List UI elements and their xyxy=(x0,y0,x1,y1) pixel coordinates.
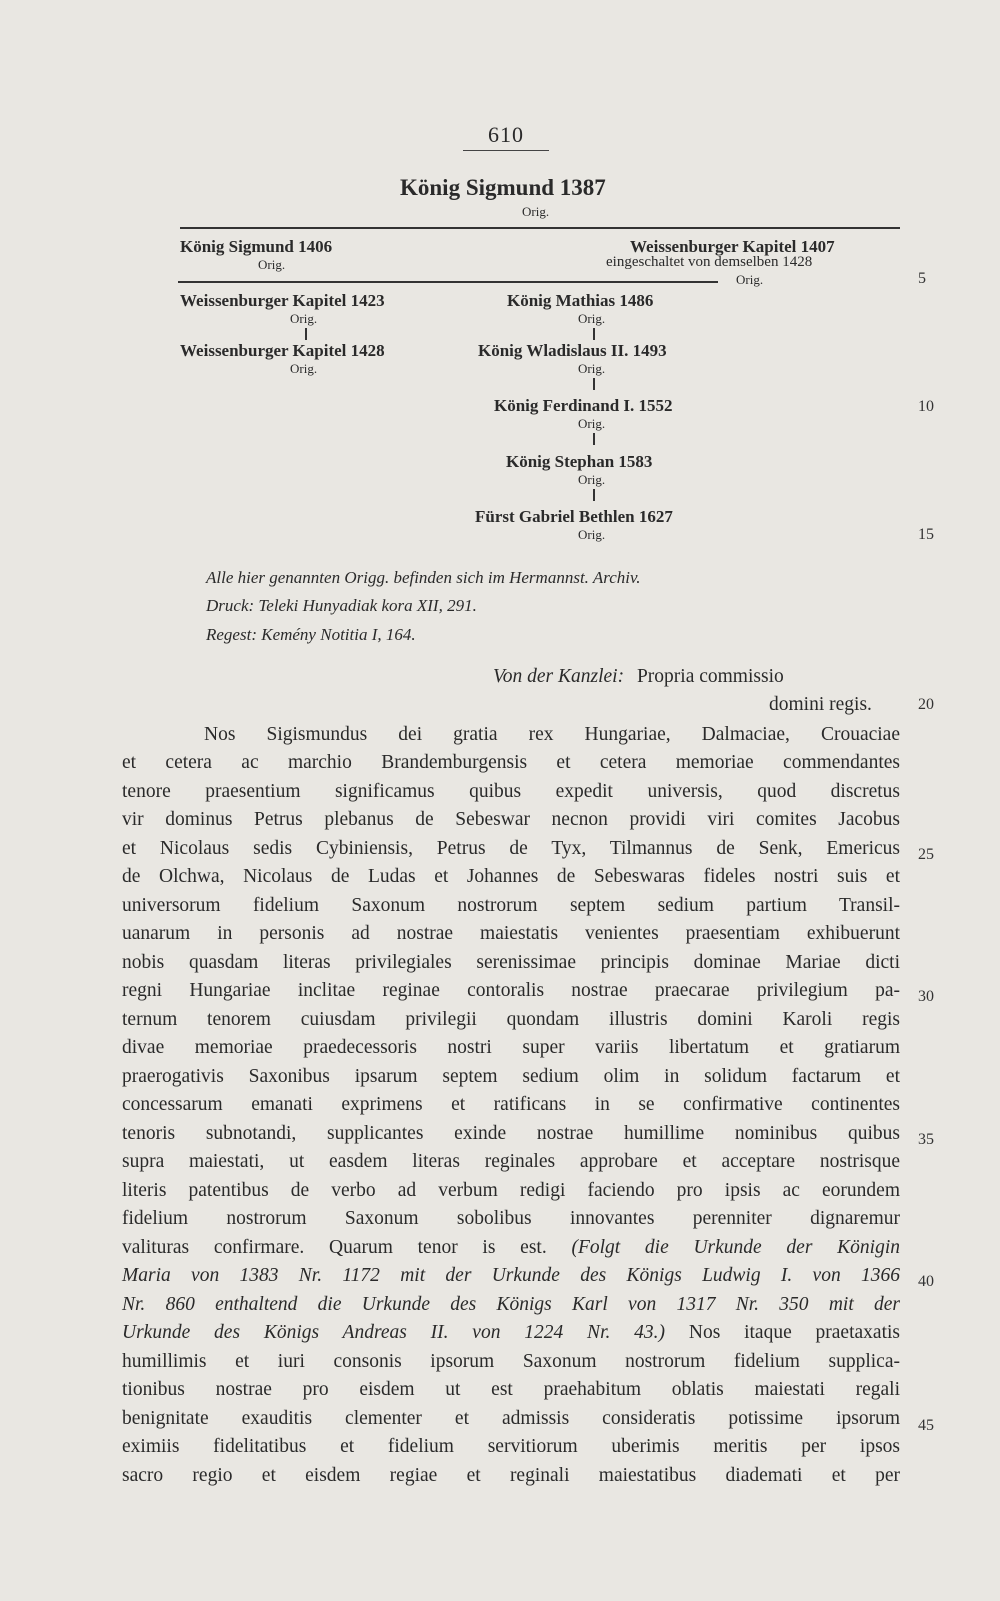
right-top-title: Weissenburger Kapitel 1407 xyxy=(630,237,835,256)
regest-note: Regest: Kemény Notitia I, 164. xyxy=(206,625,416,644)
text-line: et Nicolaus sedis Cybiniensis, Petrus de Tyx, Tilmannus de Senk, Emericus xyxy=(122,838,900,859)
left-connector xyxy=(305,328,307,340)
text-line: universorum fidelium Saxonum nostrorum septem sedium partium Transil- xyxy=(122,895,900,916)
text-line: supra maiestati, ut easdem literas reginales approbare et acceptare nostrisque xyxy=(122,1151,900,1172)
left-top-note: Orig. xyxy=(258,257,286,272)
text-line: Nos Sigismundus dei gratia rex Hungariae, Dalmaciae, Crouaciae xyxy=(204,724,900,745)
root-branch-rule xyxy=(180,227,900,229)
text-roman: Nos itaque praetaxatis xyxy=(688,1322,900,1343)
page-number: 610 xyxy=(488,122,524,147)
archive-note: Alle hier genannten Origg. befinden sich im Hermannst. Archiv. xyxy=(206,568,641,587)
chain-4-note: Orig. xyxy=(578,527,606,542)
chain-4-title: Fürst Gabriel Bethlen 1627 xyxy=(475,507,673,526)
line-number: 25 xyxy=(918,846,934,863)
chain-2-title: König Ferdinand I. 1552 xyxy=(494,396,673,415)
text-line-italic: Nr. 860 enthaltend die Urkunde des Königs Karl von 1317 Nr. 350 mit der xyxy=(122,1294,900,1315)
text-line: humillimis et iuri consonis ipsorum Saxonum nostrorum fidelium supplica- xyxy=(122,1351,900,1372)
text-line-italic: Maria von 1383 Nr. 1172 mit der Urkunde des Königs Ludwig I. von 1366 xyxy=(122,1265,900,1286)
line-number: 35 xyxy=(918,1131,934,1148)
text-line: divae memoriae praedecessoris nostri super variis libertatum et gratiarum xyxy=(122,1037,900,1058)
left-2-title: Weissenburger Kapitel 1428 xyxy=(180,341,385,360)
text-line: de Olchwa, Nicolaus de Ludas et Johannes de Sebeswaras fideles nostri suis et xyxy=(122,866,900,887)
chain-connector xyxy=(593,378,595,390)
chain-3-title: König Stephan 1583 xyxy=(506,452,653,471)
text-line: tenore praesentium significamus quibus expedit universis, quod discretus xyxy=(122,781,900,802)
kanzlei-label: Von der Kanzlei: xyxy=(493,666,625,687)
right-top-note: eingeschaltet von demselben 1428 xyxy=(606,254,813,270)
text-line: concessarum emanati exprimens et ratificans in se confirmative continentes xyxy=(122,1094,900,1115)
text-italic: Urkunde des Königs Andreas II. von 1224 Nr. 43.) xyxy=(122,1322,666,1343)
left-top-title: König Sigmund 1406 xyxy=(180,237,333,256)
page-number-rule xyxy=(463,150,549,151)
text-italic: (Folgt die Urkunde der Königin xyxy=(571,1237,901,1258)
left-1-note: Orig. xyxy=(290,311,318,326)
chain-0-note: Orig. xyxy=(578,311,606,326)
root-note: Orig. xyxy=(522,204,550,219)
right-top-note2: Orig. xyxy=(736,272,764,287)
text-line: vir dominus Petrus plebanus de Sebeswar necnon providi viri comites Jacobus xyxy=(122,809,900,830)
chain-1-note: Orig. xyxy=(578,361,606,376)
left-2-note: Orig. xyxy=(290,361,318,376)
chain-connector xyxy=(593,328,595,340)
line-number: 45 xyxy=(918,1417,934,1434)
text-roman: valituras confirmare. Quarum tenor is est. xyxy=(122,1237,547,1258)
text-line: eximiis fidelitatibus et fidelium servitiorum uberimis meritis per ipsos xyxy=(122,1436,900,1457)
left-1-title: Weissenburger Kapitel 1423 xyxy=(180,291,385,310)
text-line: regni Hungariae inclitae reginae contoralis nostrae praecarae privilegium pa- xyxy=(122,980,900,1001)
second-branch-rule xyxy=(178,281,718,283)
line-number: 40 xyxy=(918,1273,934,1290)
kanzlei-line1: Propria commissio xyxy=(636,666,784,687)
line-number: 5 xyxy=(918,270,926,287)
text-line: praerogativis Saxonibus ipsarum septem sedium olim in solidum factarum et xyxy=(122,1066,900,1087)
chain-0-title: König Mathias 1486 xyxy=(507,291,654,310)
kanzlei-line2: domini regis. xyxy=(769,694,872,715)
text-line: sacro regio et eisdem regiae et reginali maiestatibus diademati et per xyxy=(122,1465,900,1486)
text-line-mixed xyxy=(122,1237,900,1259)
text-line: et cetera ac marchio Brandemburgensis et cetera memoriae commendantes xyxy=(122,752,900,773)
print-note: Druck: Teleki Hunyadiak kora XII, 291. xyxy=(206,596,477,615)
text-line: fidelium nostrorum Saxonum sobolibus innovantes perenniter dignaremur xyxy=(122,1208,900,1229)
line-number: 10 xyxy=(918,398,934,415)
text-line: tenoris subnotandi, supplicantes exinde nostrae humillime nominibus quibus xyxy=(122,1123,900,1144)
line-number: 15 xyxy=(918,526,934,543)
root-title: König Sigmund 1387 xyxy=(400,175,606,200)
chain-2-note: Orig. xyxy=(578,416,606,431)
text-line: tionibus nostrae pro eisdem ut est praehabitum oblatis maiestati regali xyxy=(122,1379,900,1400)
text-line: benignitate exauditis clementer et admissis consideratis potissime ipsorum xyxy=(122,1408,900,1429)
text-line: nobis quasdam literas privilegiales serenissimae principis dominae Mariae dicti xyxy=(122,952,900,973)
chain-connector xyxy=(593,433,595,445)
line-number: 30 xyxy=(918,988,934,1005)
chain-connector xyxy=(593,489,595,501)
line-number: 20 xyxy=(918,696,934,713)
text-line: literis patentibus de verbo ad verbum redigi faciendo pro ipsis ac eorundem xyxy=(122,1180,900,1201)
kanzlei-note xyxy=(493,666,784,688)
chain-3-note: Orig. xyxy=(578,472,606,487)
text-line-mixed xyxy=(122,1322,900,1344)
text-line: uanarum in personis ad nostrae maiestatis venientes praesentiam exhibuerunt xyxy=(122,923,900,944)
chain-1-title: König Wladislaus II. 1493 xyxy=(478,341,667,360)
text-line: ternum tenorem cuiusdam privilegii quondam illustris domini Karoli regis xyxy=(122,1009,900,1030)
